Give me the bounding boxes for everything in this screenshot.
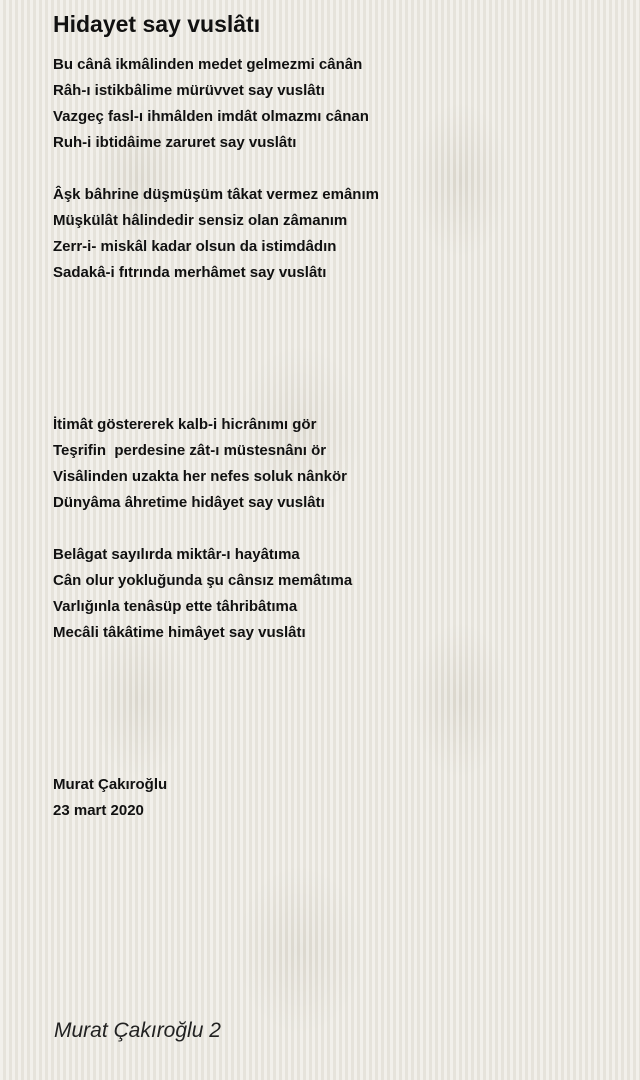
- poem-line: Varlığınla tenâsüp ette tâhribâtıma: [53, 598, 298, 615]
- poem-line: Âşk bâhrine düşmüşüm tâkat vermez emânım: [53, 186, 379, 203]
- poem-line: Cân olur yokluğunda şu cânsız memâtıma: [53, 572, 353, 589]
- poem-author: Murat Çakıroğlu: [53, 776, 168, 793]
- poem-line: İtimât göstererek kalb-i hicrânımı gör: [53, 416, 317, 433]
- poem-line: Vazgeç fasl-ı ihmâlden imdât olmazmı cânan: [53, 108, 369, 125]
- poem-line: Dünyâma âhretime hidâyet say vuslâtı: [53, 494, 325, 511]
- poem-line: Zerr-i- miskâl kadar olsun da istimdâdın: [53, 238, 337, 255]
- poem-date: 23 mart 2020: [53, 802, 144, 819]
- poem-line: Ruh-i ibtidâime zaruret say vuslâtı: [53, 134, 297, 151]
- poem-line: Sadakâ-i fıtrında merhâmet say vuslâtı: [53, 264, 327, 281]
- poem-line: Belâgat sayılırda miktâr-ı hayâtıma: [53, 546, 300, 563]
- poem-line: Mecâli tâkâtime himâyet say vuslâtı: [53, 624, 306, 641]
- poem-line: Teşrifin perdesine zât-ı müstesnânı ör: [53, 442, 327, 459]
- footer-signature: Murat Çakıroğlu 2: [54, 1019, 221, 1042]
- poem-line: Müşkülât hâlindedir sensiz olan zâmanım: [53, 212, 348, 229]
- poem-line: Visâlinden uzakta her nefes soluk nânkör: [53, 468, 347, 485]
- poem-title: Hidayet say vuslâtı: [53, 11, 261, 37]
- poem-line: Râh-ı istikbâlime mürüvvet say vuslâtı: [53, 82, 325, 99]
- poem-line: Bu cânâ ikmâlinden medet gelmezmi cânân: [53, 56, 363, 73]
